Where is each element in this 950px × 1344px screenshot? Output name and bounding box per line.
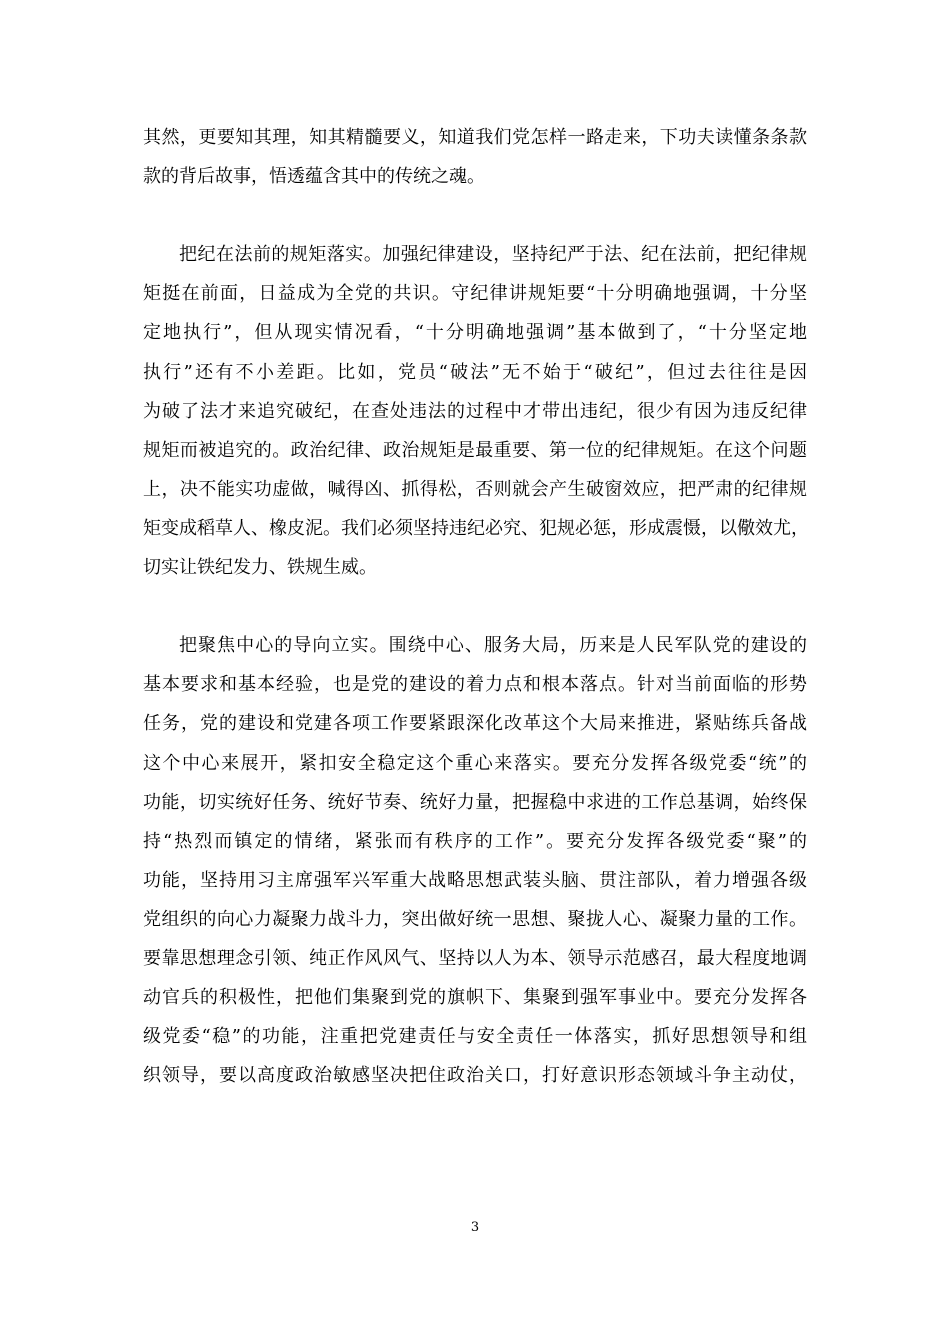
text-line: 为破了法才来追究破纪，在查处违法的过程中才带出违纪，很少有因为违反纪律 — [143, 400, 807, 422]
text-line: 定地执行”，但从现实情况看，“十分明确地强调”基本做到了，“十分坚定地 — [143, 322, 807, 344]
paragraph-gap — [143, 587, 807, 626]
text-line: 矩挺在前面，日益成为全党的共识。守纪律讲规矩要“十分明确地强调，十分坚 — [143, 283, 807, 305]
text-line: 动官兵的积极性，把他们集聚到党的旗帜下、集聚到强军事业中。要充分发挥各 — [143, 987, 807, 1009]
page-number: 3 — [470, 1220, 480, 1235]
text-line: 规矩而被追究的。政治纪律、政治规矩是最重要、第一位的纪律规矩。在这个问题 — [143, 439, 807, 461]
text-line: 党组织的向心力凝聚力战斗力，突出做好统一思想、聚拢人心、凝聚力量的工作。 — [143, 908, 807, 930]
text-line: 级党委“稳”的功能，注重把党建责任与安全责任一体落实，抓好思想领导和组 — [143, 1026, 807, 1048]
text-line: 切实让铁纪发力、铁规生威。 — [143, 557, 377, 579]
paragraph-gap — [143, 196, 807, 235]
text-line: 任务，党的建设和党建各项工作要紧跟深化改革这个大局来推进，紧贴练兵备战 — [143, 713, 807, 735]
text-line: 上，决不能实功虚做，喊得凶、抓得松，否则就会产生破窗效应，把严肃的纪律规 — [143, 478, 807, 500]
text-line: 织领导，要以高度政治敏感坚决把住政治关口，打好意识形态领域斗争主动仗， — [143, 1065, 807, 1087]
text-line: 持“热烈而镇定的情绪，紧张而有秩序的工作”。要充分发挥各级党委“聚”的 — [143, 830, 807, 852]
text-line: 基本要求和基本经验，也是党的建设的着力点和根本落点。针对当前面临的形势 — [143, 674, 807, 696]
text-line: 要靠思想理念引领、纯正作风风气、坚持以人为本、领导示范感召，最大程度地调 — [143, 947, 807, 969]
text-line: 把纪在法前的规矩落实。加强纪律建设，坚持纪严于法、纪在法前，把纪律规 — [179, 244, 807, 266]
text-line: 把聚焦中心的导向立实。围绕中心、服务大局，历来是人民军队党的建设的 — [179, 635, 807, 657]
text-line: 功能，切实统好任务、统好节奏、统好力量，把握稳中求进的工作总基调，始终保 — [143, 791, 807, 813]
text-line: 款的背后故事，悟透蕴含其中的传统之魂。 — [143, 166, 485, 188]
text-line: 执行”还有不小差距。比如，党员“破法”无不始于“破纪”，但过去往往是因 — [143, 361, 807, 383]
text-line: 矩变成稻草人、橡皮泥。我们必须坚持违纪必究、犯规必惩，形成震慑，以儆效尤， — [143, 517, 809, 539]
text-line: 功能，坚持用习主席强军兴军重大战略思想武装头脑、贯注部队，着力增强各级 — [143, 869, 807, 891]
body-text — [143, 118, 807, 1095]
text-line: 这个中心来展开，紧扣安全稳定这个重心来落实。要充分发挥各级党委“统”的 — [143, 752, 807, 774]
text-line: 其然，更要知其理，知其精髓要义，知道我们党怎样一路走来，下功夫读懂条条款 — [143, 127, 807, 148]
